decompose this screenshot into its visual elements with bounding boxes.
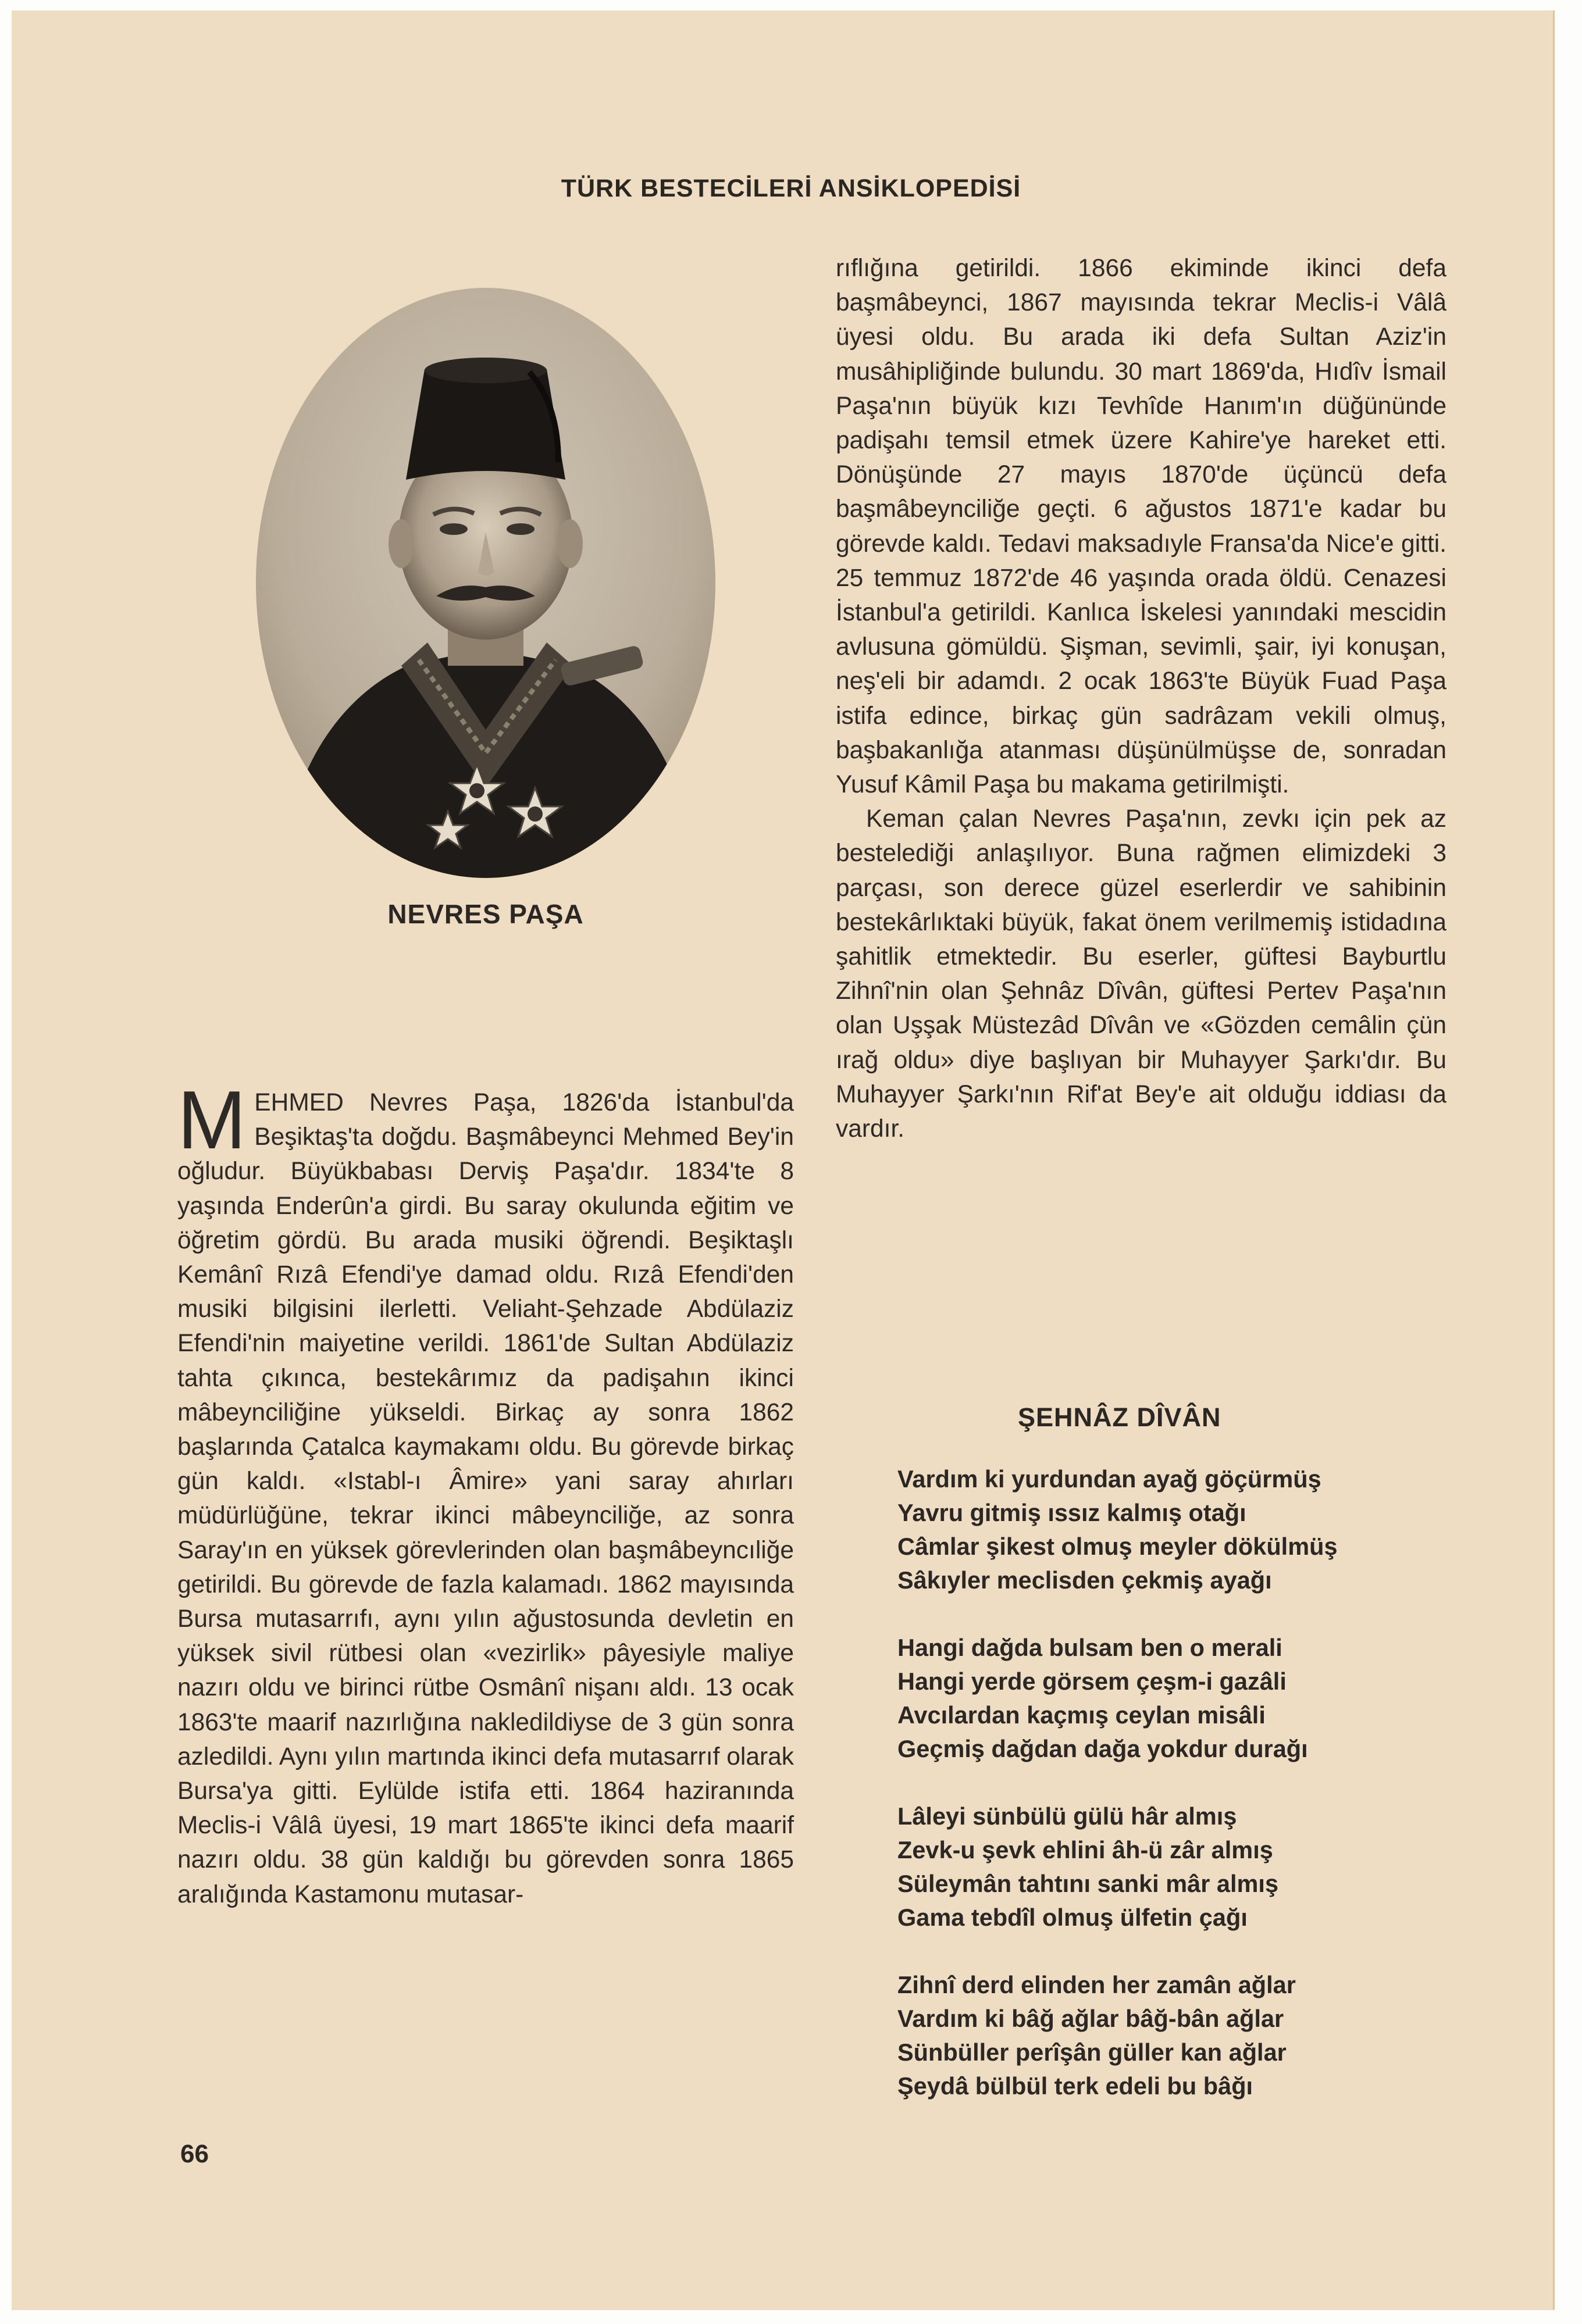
poem-stanza [897, 1462, 1479, 1597]
poem-line: Zevk-u şevk ehlini âh-ü zâr almış [897, 1836, 1273, 1864]
poem-line: Geçmiş dağdan dağa yokdur durağı [897, 1735, 1308, 1762]
article-paragraph: rıflığına getirildi. 1866 ekiminde ikinci defa başmâbeynci, 1867 mayısında tekrar Meclis-i Vâlâ üyesi oldu. Bu arada iki defa Sultan Aziz'in musâhipliğinde bulundu. 30 mart 1869'da, Hıdîv İsmail Paşa'nın büyük kızı Tevhîde Hanım'ın düğününde padişahı temsil etmek üzere Kahire'ye hareket etti. Dönüşünde 27 mayıs 1870'de üçüncü defa başmâbeynciliğe geçti. 6 ağustos 1871'e kadar bu görevde kaldı. Tedavi maksadıyle Fransa'da Nice'e gitti. 25 temmuz 1872'de 46 yaşında orada öldü. Cenazesi İstanbul'a getirildi. Kanlıca İskelesi yanındaki mescidin avlusuna gömüldü. Şişman, sevimli, şair, iyi konuşan, neş'eli bir adamdı. 2 ocak 1863'te Büyük Fuad Paşa istifa edince, birkaç gün sadrâzam vekili olmuş, başbakanlığa atanması düşünülmüşse de, sonradan Yusuf Kâmil Paşa bu makama getirilmişti. [836, 255, 1446, 799]
poem-line: Gama tebdîl olmuş ülfetin çağı [897, 1904, 1248, 1931]
poem-line: Sâkıyler meclisden çekmiş ayağı [897, 1566, 1272, 1594]
poem-body [897, 1462, 1479, 2137]
poem-line: Şeydâ bülbül terk edeli bu bâğı [897, 2072, 1253, 2100]
drop-cap: M [177, 1074, 247, 1166]
poem-line: Hangi dağda bulsam ben o merali [897, 1634, 1282, 1661]
poem-line: Yavru gitmiş ıssız kalmış otağı [897, 1499, 1246, 1526]
poem-line: Vardım ki yurdundan ayağ göçürmüş [897, 1465, 1321, 1493]
poem-line: Câmlar şikest olmuş meyler dökülmüş [897, 1533, 1338, 1560]
poem-stanza [897, 1968, 1479, 2103]
article-paragraph: Keman çalan Nevres Paşa'nın, zevkı için pek az bestelediği anlaşılıyor. Buna rağmen elimizdeki 3 parçası, son derece güzel eserlerdir ve sahibinin bestekârlıktaki büyük, fakat önem verilmemiş istidadına şahitlik etmektedir. Bu eserler, güftesi Bayburtlu Zihnî'nin olan Şehnâz Dîvân, güftesi Pertev Paşa'nın olan Uşşak Müstezâd Dîvân ve «Gözden cemâlin çün ırağ oldu» diye başlıyan bir Muhayyer Şarkı'dır. Bu Muhayyer Şarkı'nın Rif'at Bey'e ait olduğu iddiası da vardır. [836, 805, 1446, 1143]
page-header: TÜRK BESTECİLERİ ANSİKLOPEDİSİ [561, 174, 1021, 202]
poem-line: Zihnî derd elinden her zamân ağlar [897, 1971, 1296, 1998]
article-right-column [836, 251, 1446, 1146]
poem-line: Lâleyi sünbülü gülü hâr almış [897, 1802, 1237, 1830]
poem-line: Hangi yerde görsem çeşm-i gazâli [897, 1668, 1287, 1695]
poem-title: ŞEHNÂZ DÎVÂN [1018, 1402, 1221, 1432]
article-left-column [177, 1074, 794, 1912]
portrait-caption: NEVRES PAŞA [387, 899, 584, 929]
poem-stanza [897, 1631, 1479, 1766]
poem-stanza [897, 1800, 1479, 1934]
poem-line: Vardım ki bâğ ağlar bâğ-bân ağlar [897, 2005, 1284, 2032]
page-number: 66 [180, 2140, 209, 2168]
article-paragraph: EHMED Nevres Paşa, 1826'da İstanbul'da Beşiktaş'ta doğdu. Başmâbeynci Mehmed Bey'in oğludur. Büyükbabası Derviş Paşa'dır. 1834'te 8 yaşında Enderûn'a girdi. Bu saray okulunda eğitim ve öğretim gördü. Bu arada musiki öğrendi. Beşiktaşlı Kemânî Rızâ Efendi'ye damad oldu. Rızâ Efendi'den musiki bilgisini ilerletti. Veliaht-Şehzade Abdülaziz Efendi'nin maiyetine verildi. 1861'de Sultan Abdülaziz tahta çıkınca, bestekârımız da padişahın ikinci mâbeynciliğine yükseldi. Birkaç ay sonra 1862 başlarında Çatalca kaymakamı oldu. Bu görevde birkaç gün kaldı. «Istabl-ı Âmire» yani saray ahırları müdürlüğüne, tekrar ikinci mâbeynciliğe, az sonra Saray'ın en yüksek görevlerinden olan başmâbeyncıliğe getirildi. Bu görevde de fazla kalamadı. 1862 mayısında Bursa mutasarrıfı, aynı yılın ağustosunda devletin en yüksek sivil rütbesi olan «vezirlik» pâyesiyle maliye nazırı oldu ve birinci rütbe Osmânî nişanı aldı. 13 ocak 1863'te maarif nazırlığına nakledildiyse de 3 gün sonra azledildi. Aynı yılın martında ikinci defa mutasarrıf olarak Bursa'ya gitti. Eylülde istifa etti. 1864 haziranında Meclis-i Vâlâ üyesi, 19 mart 1865'te ikinci defa maarif nazırı oldu. 38 gün kaldığı bu görevden sonra 1865 aralığında Kastamonu mutasar- [177, 1089, 794, 1908]
poem-line: Sünbüller perîşân güller kan ağlar [897, 2039, 1287, 2066]
poem-line: Avcılardan kaçmış ceylan misâli [897, 1701, 1266, 1729]
portrait-photo [256, 288, 715, 878]
poem-line: Süleymân tahtını sanki mâr almış [897, 1870, 1279, 1897]
